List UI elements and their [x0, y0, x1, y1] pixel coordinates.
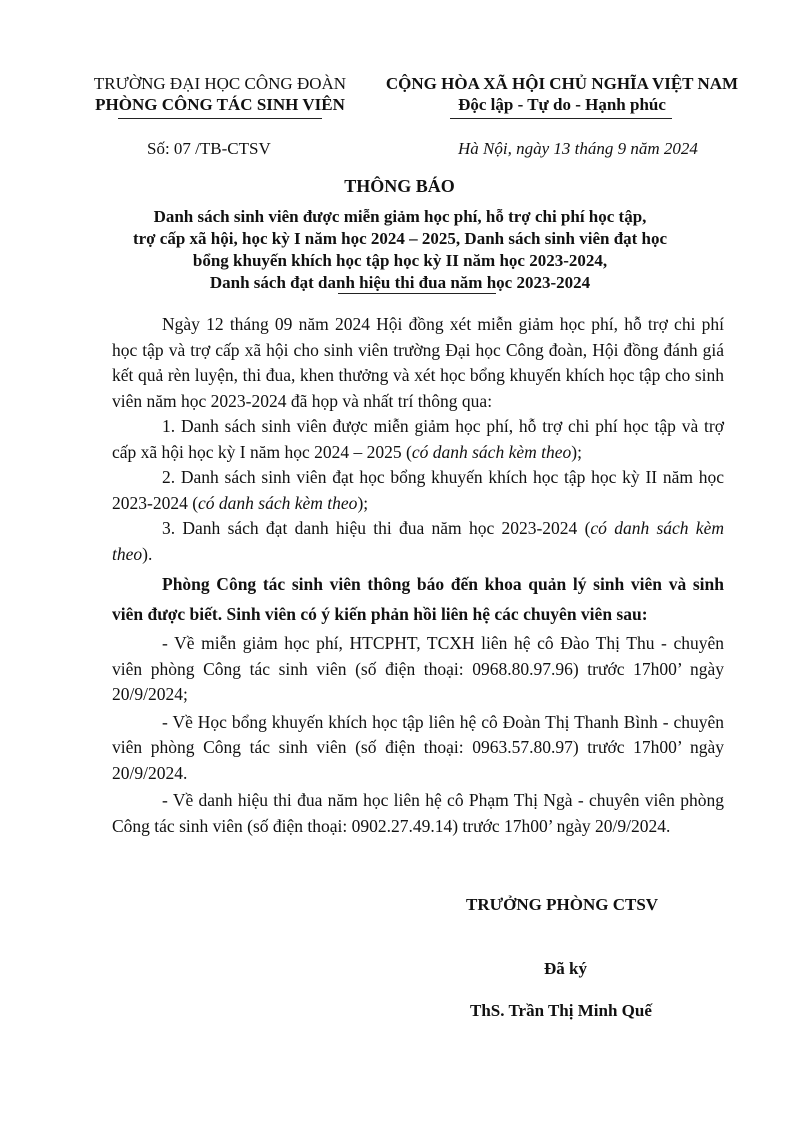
contact-paragraph-2: - Về Học bổng khuyến khích học tập liên hệ cô Đoàn Thị Thanh Bình - chuyên viên phòng Công tác sinh viên (số điện thoại: 0963.57.80.97) trước 17h00’ ngày 20/9/2024.: [112, 711, 724, 783]
department-name: PHÒNG CÔNG TÁC SINH VIÊN: [95, 95, 345, 114]
contact-paragraph-3: - Về danh hiệu thi đua năm học liên hệ cô Phạm Thị Ngà - chuyên viên phòng Công tác sinh viên (số điện thoại: 0902.27.49.14) trước 17h00’ ngày 20/9/2024.: [112, 790, 724, 836]
list-item-2: 2. Danh sách sinh viên đạt học bổng khuyến khích học tập học kỳ II năm học 2023-2024 (có danh sách kèm theo);: [112, 467, 724, 513]
national-title: CỘNG HÒA XÃ HỘI CHỦ NGHĨA VIỆT NAM: [385, 74, 739, 93]
signature-signed: Đã ký: [544, 959, 587, 978]
subtitle-line-2: trợ cấp xã hội, học kỳ I năm học 2024 – 2025, Danh sách sinh viên đạt học: [132, 229, 668, 248]
document-title: THÔNG BÁO: [344, 176, 455, 196]
notice-paragraph: Phòng Công tác sinh viên thông báo đến khoa quản lý sinh viên và sinh viên được biết. Sinh viên có ý kiến phản hồi liên hệ các chuyên viên sau:: [112, 574, 724, 624]
subtitle-line-1: Danh sách sinh viên được miễn giảm học phí, hỗ trợ chi phí học tập,: [153, 207, 647, 226]
list-item-3: 3. Danh sách đạt danh hiệu thi đua năm học 2023-2024 (có danh sách kèm theo).: [112, 518, 724, 564]
list-item-1: 1. Danh sách sinh viên được miễn giảm học phí, hỗ trợ chi phí học tập và trợ cấp xã hội học kỳ I năm học 2024 – 2025 (có danh sách kèm theo);: [112, 416, 724, 462]
department-underline: [118, 118, 322, 119]
signer-name: ThS. Trần Thị Minh Quế: [470, 1001, 652, 1020]
subtitle-line-4: Danh sách đạt danh hiệu thi đua năm học 2023-2024: [209, 273, 591, 292]
organization-name: TRƯỜNG ĐẠI HỌC CÔNG ĐOÀN: [93, 74, 347, 93]
document-body: [112, 312, 724, 839]
place-date: Hà Nội, ngày 13 tháng 9 năm 2024: [458, 139, 698, 158]
national-motto: Độc lập - Tự do - Hạnh phúc: [458, 95, 666, 114]
subtitle-underline: [338, 293, 496, 294]
contact-paragraph-1: - Về miễn giảm học phí, HTCPHT, TCXH liên hệ cô Đào Thị Thu - chuyên viên phòng Công tác sinh viên (số điện thoại: 0968.80.97.96) trước 17h00’ ngày 20/9/2024;: [112, 633, 724, 704]
signature-title: TRƯỞNG PHÒNG CTSV: [466, 895, 659, 914]
document-subtitle: [60, 206, 740, 294]
motto-underline: [450, 118, 672, 119]
subtitle-line-3: bổng khuyến khích học tập học kỳ II năm học 2023-2024,: [192, 251, 608, 270]
document-number: Số: 07 /TB-CTSV: [147, 139, 271, 158]
intro-paragraph: Ngày 12 tháng 09 năm 2024 Hội đồng xét miễn giảm học phí, hỗ trợ chi phí học tập và trợ cấp xã hội cho sinh viên trường Đại học Công đoàn, Hội đồng đánh giá kết quả rèn luyện, thi đua, khen thưởng và xét học bổng khuyến khích học tập cho sinh viên năm học 2023-2024 đã họp và nhất trí thông qua:: [112, 314, 724, 411]
